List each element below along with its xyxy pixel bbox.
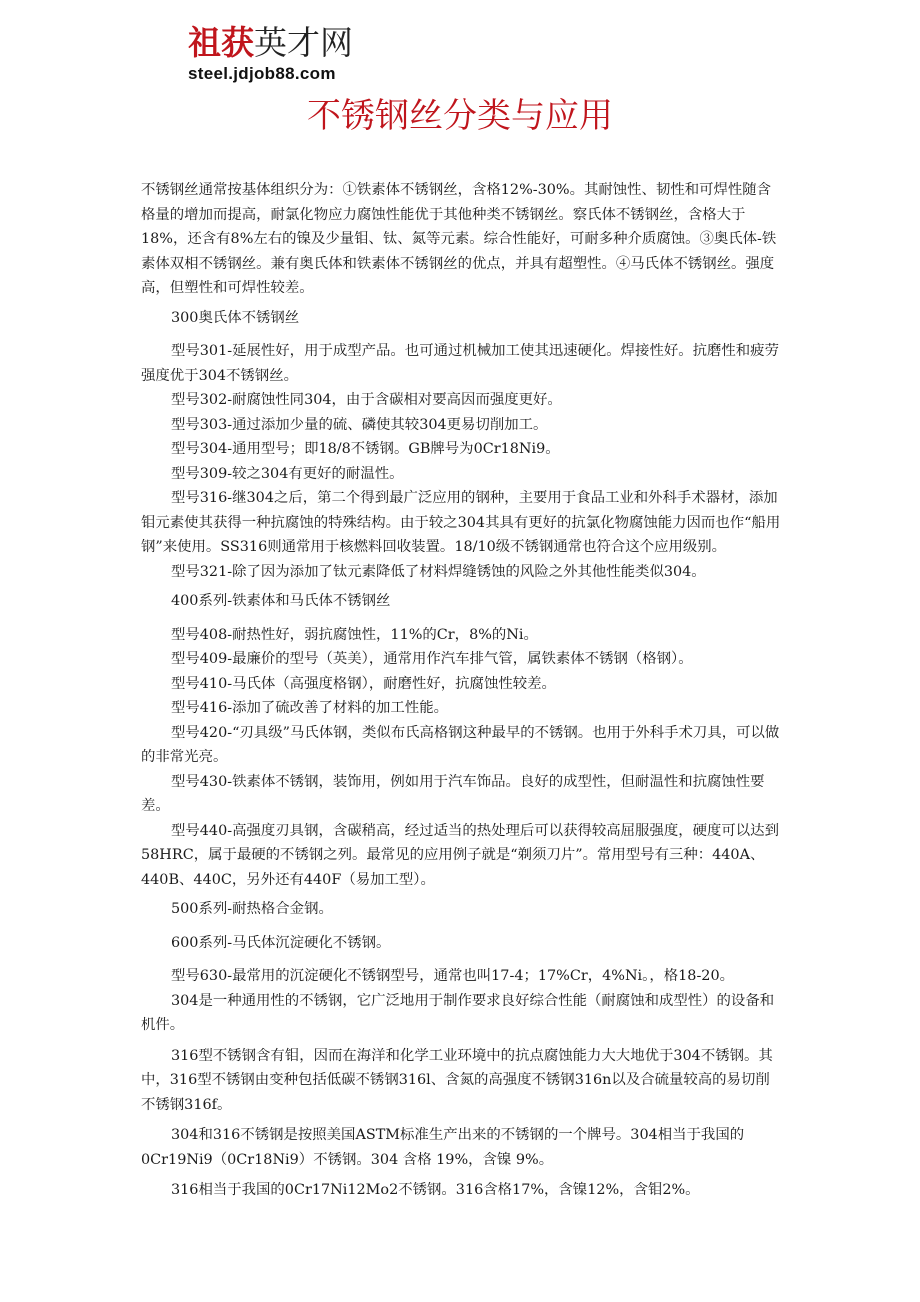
- document-body: [141, 178, 781, 1203]
- paragraph-316-china-equivalent: 316相当于我国的0Cr17Ni12Mo2不锈钢。316含格17%，含镍12%，含钼2%。: [171, 1182, 700, 1198]
- grade-409: 型号409-最廉价的型号（英美），通常用作汽车排气管，属铁素体不锈钢（格钢）。: [171, 651, 693, 667]
- grade-410: 型号410-马氏体（高强度格钢），耐磨性好，抗腐蚀性较差。: [171, 675, 556, 692]
- paragraph-316-molybdenum: 316型不锈钢含有钼，因而在海洋和化学工业环境中的抗点腐蚀能力大大地优于304不锈钢。其中，316型不锈钢由变种包括低碳不锈钢316l、含氮的高强度不锈钢316n以及合硫量较高的易切削不锈钢316f。: [141, 1047, 773, 1113]
- logo-dark-text: 英才网: [254, 23, 353, 62]
- intro-paragraph: 不锈钢丝通常按基体组织分为：①铁素体不锈钢丝，含格12%-30%。其耐蚀性、韧性和可焊性随含格量的增加而提高，耐氯化物应力腐蚀性能优于其他种类不锈钢丝。察氏体不锈钢丝，含格大于18%，还含有8%左右的镍及少量钼、钛、氮等元素。综合性能好，可耐多种介质腐蚀。③奥氏体-铁素体双相不锈钢丝。兼有奥氏体和铁素体不锈钢丝的优点，并具有超塑性。④马氏体不锈钢丝。强度高，但塑性和可焊性较差。: [141, 182, 777, 296]
- grade-302: 型号302-耐腐蚀性同304，由于含碳相对要高因而强度更好。: [171, 392, 562, 408]
- grade-630: 型号630-最常用的沉淀硬化不锈钢型号，通常也叫17-4；17%Cr，4%Ni。，格18-20。: [171, 968, 735, 984]
- grade-430: 型号430-铁素体不锈钢，装饰用，例如用于汽车饰品。良好的成型性，但耐温性和抗腐蚀性要差。: [141, 773, 765, 814]
- grade-309: 型号309-较之304有更好的耐温性。: [171, 465, 404, 482]
- logo-wordmark: [188, 24, 353, 62]
- paragraph-astm: 304和316不锈钢是按照美国ASTM标准生产出来的不锈钢的一个牌号。304相当于我国的 0Cr19Ni9（0Cr18Ni9）不锈钢。304 含格 19%，含镍 9%。: [141, 1127, 745, 1168]
- site-url: steel.jdjob88.com: [188, 64, 336, 83]
- section-heading-400: 400系列-铁素体和马氏体不锈钢丝: [171, 593, 391, 609]
- logo-red-text: 祖获: [188, 23, 254, 62]
- grade-301: 型号301-延展性好，用于成型产品。也可通过机械加工使其迅速硬化。焊接性好。抗磨性和疲劳强度优于304不锈钢丝。: [141, 343, 779, 384]
- grade-304: 型号304-通用型号；即18/8不锈钢。GB牌号为0Cr18Ni9。: [171, 441, 560, 457]
- section-heading-600: 600系列-马氏体沉淀硬化不锈钢。: [171, 934, 391, 951]
- grade-440: 型号440-高强度刃具钢，含碳稍高，经过适当的热处理后可以获得较高屈服强度，硬度可以达到58HRC，属于最硬的不锈钢之列。最常见的应用例子就是“剃须刀片”。常用型号有三种：440A、440B、440C，另外还有440F（易加工型）。: [141, 822, 779, 888]
- paragraph-304-general: 304是一种通用性的不锈钢，它广泛地用于制作要求良好综合性能（耐腐蚀和成型性）的设备和机件。: [141, 992, 775, 1033]
- grade-316: 型号316-继304之后，第二个得到最广泛应用的钢种，主要用于食品工业和外科手术器材，添加钼元素使其获得一种抗腐蚀的特殊结构。由于较之304其具有更好的抗氯化物腐蚀能力因而也作“船用钢”来使用。SS316则通常用于核燃料回收装置。18/10级不锈钢通常也符合这个应用级别。: [141, 490, 781, 555]
- grade-303: 型号303-通过添加少量的硫、磷使其较304更易切削加工。: [171, 416, 548, 433]
- grade-420: 型号420-“刃具级”马氏体钢，类似布氏高格钢这种最早的不锈钢。也用于外科手术刀具，可以做的非常光亮。: [141, 724, 780, 765]
- grade-408: 型号408-耐热性好，弱抗腐蚀性，11%的Cr，8%的Ni。: [171, 626, 538, 643]
- grade-416: 型号416-添加了硫改善了材料的加工性能。: [171, 700, 448, 716]
- site-logo: [188, 24, 353, 84]
- grade-321: 型号321-除了因为添加了钛元素降低了材料焊缝锈蚀的风险之外其他性能类似304。: [171, 563, 706, 580]
- section-heading-500: 500系列-耐热格合金钢。: [171, 901, 333, 917]
- section-heading-300: 300奥氏体不锈钢丝: [171, 309, 300, 326]
- document-title: 不锈钢丝分类与应用: [307, 96, 613, 136]
